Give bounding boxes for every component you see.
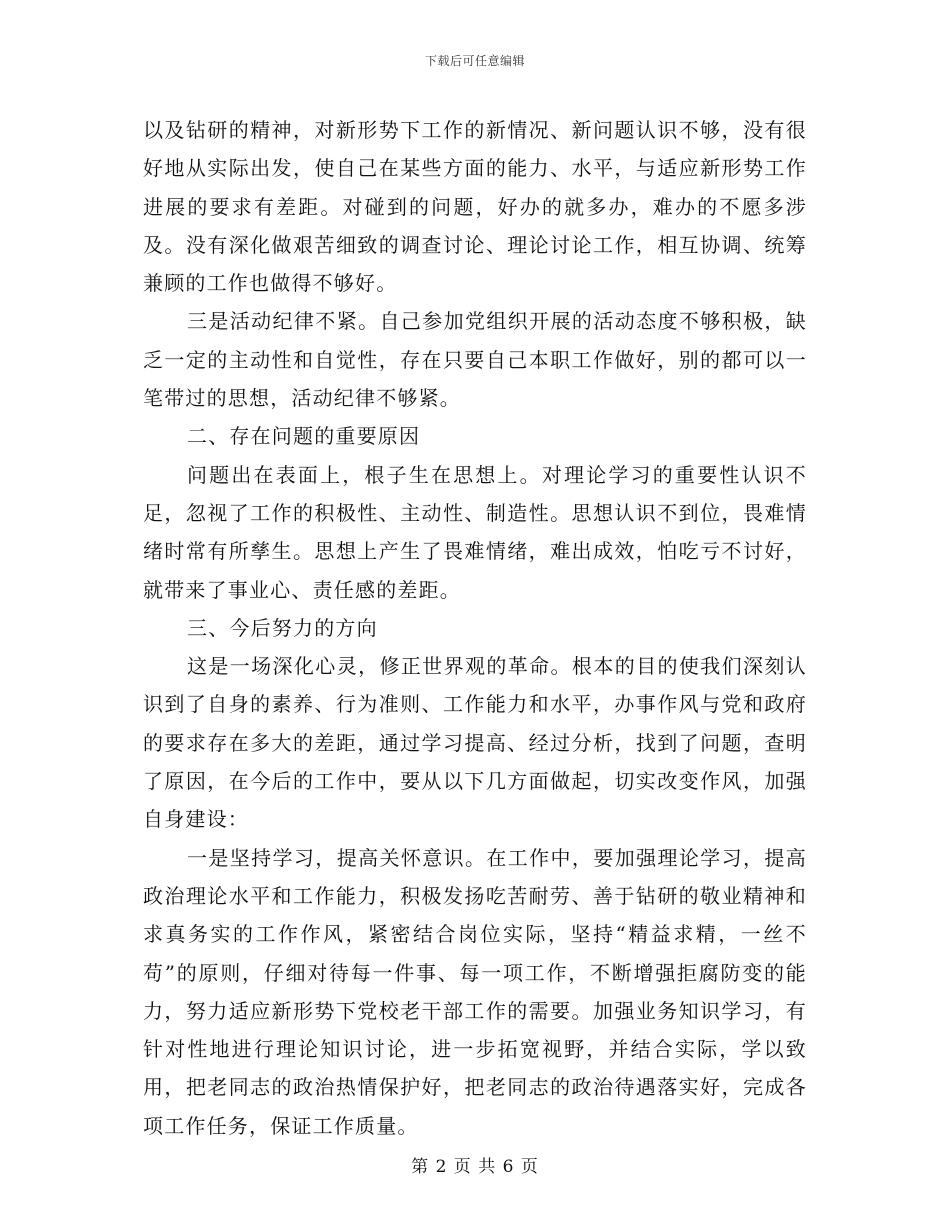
- document-body: [143, 111, 807, 1145]
- paragraph-keep-learning: 一是坚持学习，提高关怀意识。在工作中，要加强理论学习，提高政治理论水平和工作能力，积极发扬吃苦耐劳、善于钻研的敬业精神和求真务实的工作作风，紧密结合岗位实际，坚持“精益求精，一丝不苟”的原则，仔细对待每一件事、每一项工作，不断增强拒腐防变的能力，努力适应新形势下党校老干部工作的需要。加强业务知识学习，有针对性地进行理论知识讨论，进一步拓宽视野，并结合实际，学以致用，把老同志的政治热情保护好，把老同志的政治待遇落实好，完成各项工作任务，保证工作质量。: [143, 845, 807, 1138]
- section-heading-causes: 二、存在问题的重要原因: [187, 424, 421, 449]
- page-header: 下载后可任意编辑: [424, 54, 525, 68]
- paragraph-continuation: 以及钻研的精神，对新形势下工作的新情况、新问题认识不够，没有很好地从实际出发，使自己在某些方面的能力、水平，与适应新形势工作进展的要求有差距。对碰到的问题，好办的就多办，难办的不愿多涉及。没有深化做艰苦细致的调查讨论、理论讨论工作，相互协调、统筹兼顾的工作也做得不够好。: [143, 118, 807, 296]
- section-heading-direction: 三、今后努力的方向: [187, 615, 378, 640]
- page-footer: 第 2 页 共 6 页: [411, 1157, 539, 1177]
- paragraph-activity-discipline: 三是活动纪律不紧。自己参加党组织开展的活动态度不够积极，缺乏一定的主动性和自觉性，存在只要自己本职工作做好，别的都可以一笔带过的思想，活动纪律不够紧。: [143, 309, 807, 411]
- paragraph-direction-intro: 这是一场深化心灵，修正世界观的革命。根本的目的使我们深刻认识到了自身的素养、行为准则、工作能力和水平，办事作风与党和政府的要求存在多大的差距，通过学习提高、经过分析，找到了问题，查明了原因，在今后的工作中，要从以下几方面做起，切实改变作风，加强自身建设：: [143, 654, 807, 832]
- paragraph-causes: 问题出在表面上，根子生在思想上。对理论学习的重要性认识不足，忽视了工作的积极性、主动性、制造性。思想认识不到位，畏难情绪时常有所孳生。思想上产生了畏难情绪，难出成效，怕吃亏不讨好，就带来了事业心、责任感的差距。: [143, 462, 807, 602]
